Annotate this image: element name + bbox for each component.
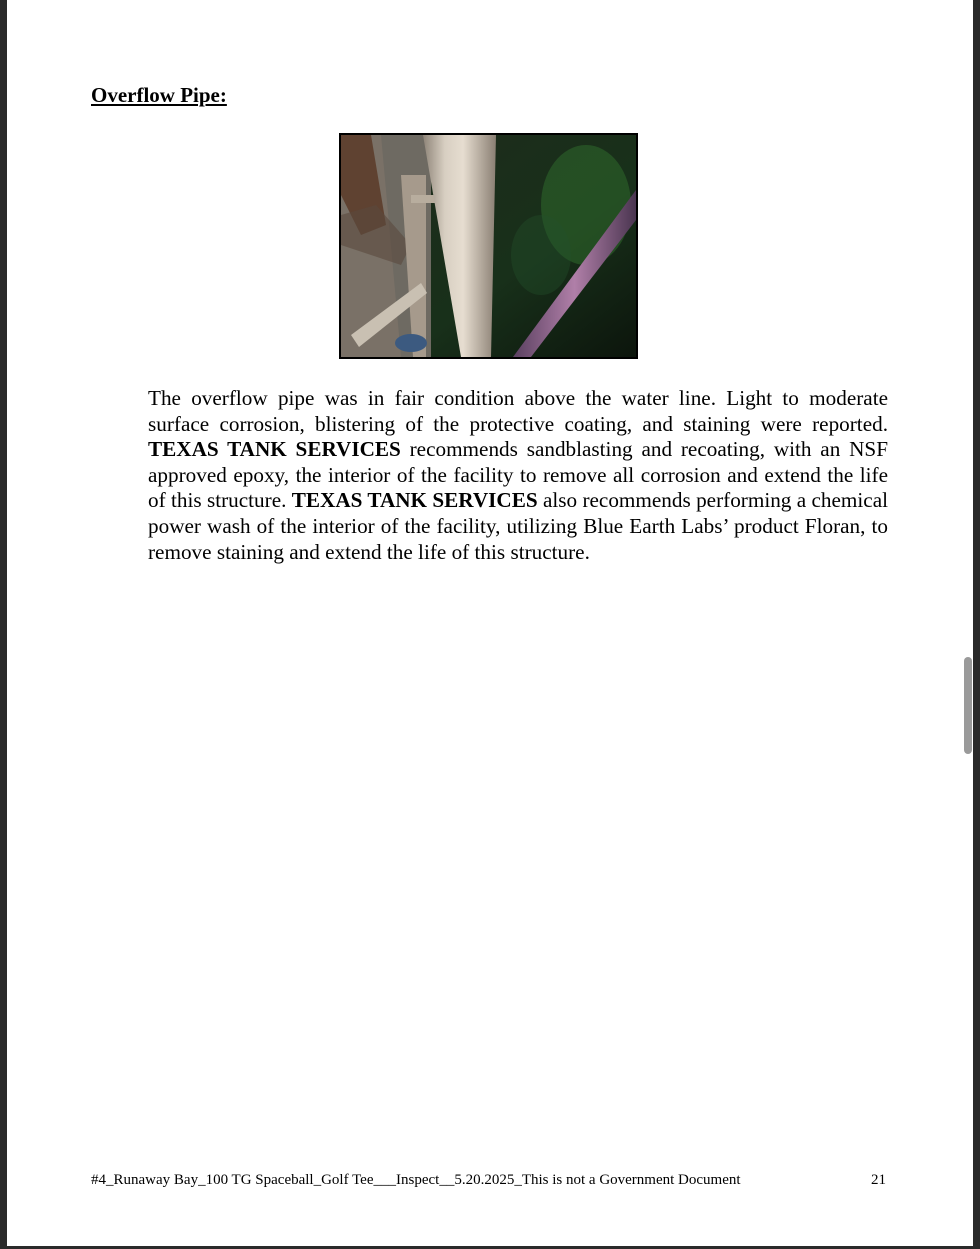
footer-page-number: 21: [871, 1172, 886, 1188]
overflow-pipe-photo: [339, 133, 638, 359]
company-name: TEXAS TANK SERVICES: [148, 437, 401, 462]
document-page: [7, 0, 973, 1246]
footer-document-name: #4_Runaway Bay_100 TG Spaceball_Golf Tee___Inspect__5.20.2025_This is not a Government Document: [91, 1172, 741, 1188]
section-heading: Overflow Pipe:: [91, 83, 227, 107]
paragraph-text-1: The overflow pipe was in fair condition above the water line. Light to moderate surface corrosion, blistering of the protective coating, and staining were reported.: [148, 386, 888, 436]
paragraph-text-3: also recommends performing a chemical power wash of the interior of the facility, utilizing Blue Earth Labs’ product Floran, to remove staining and extend the life of this structure.: [148, 488, 888, 564]
company-name: TEXAS TANK SERVICES: [291, 488, 538, 513]
condition-paragraph: [148, 386, 888, 565]
paragraph-text-2: recommends sandblasting and recoating, with an NSF approved epoxy, the interior of the facility to remove all corrosion and extend the life of this structure.: [148, 437, 888, 513]
scrollbar-thumb[interactable]: [964, 657, 972, 754]
